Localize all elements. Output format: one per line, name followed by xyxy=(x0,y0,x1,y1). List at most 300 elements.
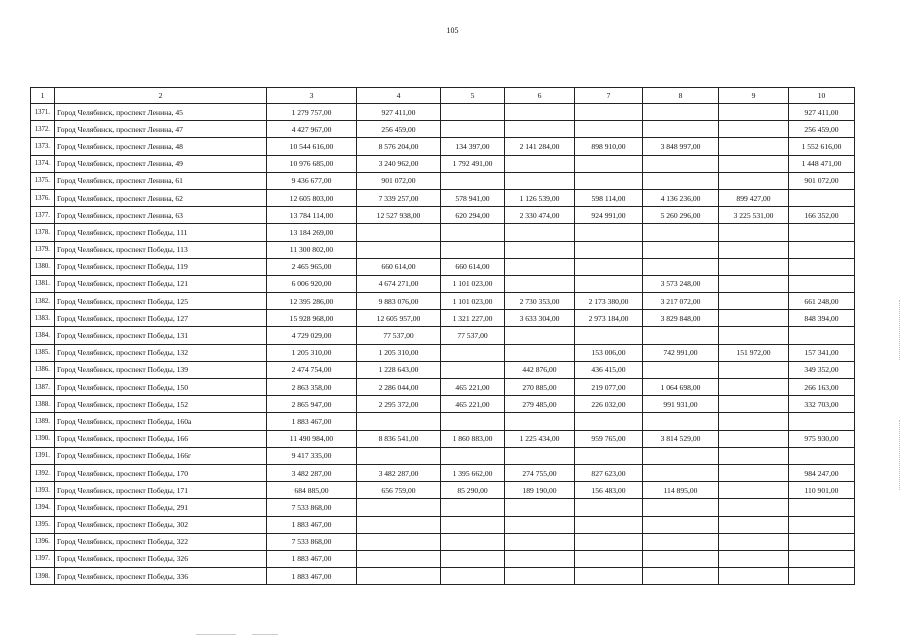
amount-cell: 2 173 380,00 xyxy=(575,293,643,310)
address-cell: Город Челябинск, проспект Победы, 336 xyxy=(55,568,267,585)
row-number-cell: 1391. xyxy=(31,447,55,464)
address-cell: Город Челябинск, проспект Ленина, 62 xyxy=(55,189,267,206)
amount-cell: 12 605 957,00 xyxy=(357,310,441,327)
amount-cell: 114 895,00 xyxy=(643,482,719,499)
column-header-5: 5 xyxy=(441,88,505,104)
amount-cell xyxy=(789,189,855,206)
row-number-cell: 1371. xyxy=(31,104,55,121)
amount-cell xyxy=(357,568,441,585)
table-row xyxy=(31,121,855,138)
amount-cell xyxy=(719,104,789,121)
address-cell: Город Челябинск, проспект Победы, 125 xyxy=(55,293,267,310)
amount-cell: 349 352,00 xyxy=(789,361,855,378)
amount-cell: 3 814 529,00 xyxy=(643,430,719,447)
amount-cell: 901 072,00 xyxy=(789,172,855,189)
row-number-cell: 1396. xyxy=(31,533,55,550)
table-row xyxy=(31,293,855,310)
amount-cell: 5 260 296,00 xyxy=(643,207,719,224)
table-row xyxy=(31,413,855,430)
amount-cell xyxy=(719,361,789,378)
table-row xyxy=(31,224,855,241)
table-row xyxy=(31,258,855,275)
amount-cell: 1 395 662,00 xyxy=(441,464,505,481)
amount-cell: 157 341,00 xyxy=(789,344,855,361)
address-cell: Город Челябинск, проспект Ленина, 63 xyxy=(55,207,267,224)
amount-cell xyxy=(643,361,719,378)
amount-cell: 12 395 286,00 xyxy=(267,293,357,310)
amount-cell xyxy=(575,516,643,533)
amount-cell: 7 533 868,00 xyxy=(267,533,357,550)
amount-cell xyxy=(357,499,441,516)
amount-cell: 660 614,00 xyxy=(357,258,441,275)
amount-cell xyxy=(357,550,441,567)
amount-cell xyxy=(719,533,789,550)
amount-cell xyxy=(357,447,441,464)
amount-cell: 166 352,00 xyxy=(789,207,855,224)
amount-cell: 274 755,00 xyxy=(505,464,575,481)
amount-cell xyxy=(643,172,719,189)
amount-cell: 8 836 541,00 xyxy=(357,430,441,447)
amount-cell: 2 730 353,00 xyxy=(505,293,575,310)
amount-cell: 3 829 848,00 xyxy=(643,310,719,327)
row-number-cell: 1376. xyxy=(31,189,55,206)
amount-cell: 1 883 467,00 xyxy=(267,568,357,585)
amount-cell xyxy=(719,241,789,258)
amount-cell xyxy=(643,258,719,275)
address-cell: Город Челябинск, проспект Победы, 132 xyxy=(55,344,267,361)
address-cell: Город Челябинск, проспект Ленина, 61 xyxy=(55,172,267,189)
amount-cell xyxy=(643,155,719,172)
table-row xyxy=(31,516,855,533)
row-number-cell: 1388. xyxy=(31,396,55,413)
column-header-6: 6 xyxy=(505,88,575,104)
address-cell: Город Челябинск, проспект Победы, 322 xyxy=(55,533,267,550)
amount-cell: 3 240 962,00 xyxy=(357,155,441,172)
row-number-cell: 1374. xyxy=(31,155,55,172)
column-header-3: 3 xyxy=(267,88,357,104)
table-row xyxy=(31,533,855,550)
amount-cell xyxy=(789,499,855,516)
amount-cell xyxy=(789,568,855,585)
amount-cell: 9 883 076,00 xyxy=(357,293,441,310)
amount-cell: 11 490 984,00 xyxy=(267,430,357,447)
amount-cell xyxy=(505,550,575,567)
row-number-cell: 1383. xyxy=(31,310,55,327)
amount-cell xyxy=(575,533,643,550)
amount-cell xyxy=(789,327,855,344)
amount-cell xyxy=(719,379,789,396)
amount-cell xyxy=(505,241,575,258)
table-row xyxy=(31,275,855,292)
amount-cell xyxy=(643,413,719,430)
address-cell: Город Челябинск, проспект Победы, 171 xyxy=(55,482,267,499)
amount-cell: 1 225 434,00 xyxy=(505,430,575,447)
address-cell: Город Челябинск, проспект Ленина, 48 xyxy=(55,138,267,155)
amount-cell xyxy=(441,344,505,361)
row-number-cell: 1382. xyxy=(31,293,55,310)
table-row xyxy=(31,310,855,327)
amount-cell: 620 294,00 xyxy=(441,207,505,224)
address-cell: Город Челябинск, проспект Победы, 127 xyxy=(55,310,267,327)
column-header-8: 8 xyxy=(643,88,719,104)
amount-cell: 10 544 616,00 xyxy=(267,138,357,155)
table-row xyxy=(31,482,855,499)
amount-cell: 11 300 802,00 xyxy=(267,241,357,258)
amount-cell: 3 217 072,00 xyxy=(643,293,719,310)
amount-cell: 984 247,00 xyxy=(789,464,855,481)
row-number-cell: 1394. xyxy=(31,499,55,516)
row-number-cell: 1398. xyxy=(31,568,55,585)
amount-cell xyxy=(505,275,575,292)
amount-cell: 1 448 471,00 xyxy=(789,155,855,172)
header-row xyxy=(31,88,855,104)
amount-cell xyxy=(575,258,643,275)
amount-cell: 1 279 757,00 xyxy=(267,104,357,121)
row-number-cell: 1375. xyxy=(31,172,55,189)
amount-cell: 2 330 474,00 xyxy=(505,207,575,224)
amount-cell xyxy=(643,327,719,344)
row-number-cell: 1381. xyxy=(31,275,55,292)
address-cell: Город Челябинск, проспект Победы, 160а xyxy=(55,413,267,430)
amount-cell xyxy=(575,121,643,138)
column-header-4: 4 xyxy=(357,88,441,104)
amount-cell: 442 876,00 xyxy=(505,361,575,378)
amount-cell: 13 184 269,00 xyxy=(267,224,357,241)
column-header-2: 2 xyxy=(55,88,267,104)
table-row xyxy=(31,396,855,413)
amount-cell: 189 190,00 xyxy=(505,482,575,499)
address-cell: Город Челябинск, проспект Победы, 302 xyxy=(55,516,267,533)
amount-cell: 7 533 868,00 xyxy=(267,499,357,516)
amount-cell: 85 290,00 xyxy=(441,482,505,499)
amount-cell xyxy=(643,104,719,121)
amount-cell: 12 527 938,00 xyxy=(357,207,441,224)
amount-cell xyxy=(505,172,575,189)
amount-cell: 4 729 029,00 xyxy=(267,327,357,344)
amount-cell: 1 552 616,00 xyxy=(789,138,855,155)
amount-cell: 578 941,00 xyxy=(441,189,505,206)
amount-cell: 1 883 467,00 xyxy=(267,550,357,567)
amount-cell: 3 482 287,00 xyxy=(357,464,441,481)
amount-cell xyxy=(575,104,643,121)
amount-cell xyxy=(505,258,575,275)
amount-cell: 156 483,00 xyxy=(575,482,643,499)
amount-cell: 279 485,00 xyxy=(505,396,575,413)
address-cell: Город Челябинск, проспект Победы, 119 xyxy=(55,258,267,275)
table-row xyxy=(31,241,855,258)
amount-cell: 3 633 304,00 xyxy=(505,310,575,327)
amount-cell xyxy=(719,275,789,292)
amount-cell: 1 101 023,00 xyxy=(441,275,505,292)
amount-cell xyxy=(505,499,575,516)
column-header-9: 9 xyxy=(719,88,789,104)
amount-cell xyxy=(789,241,855,258)
amount-cell: 1 860 883,00 xyxy=(441,430,505,447)
amount-cell xyxy=(719,413,789,430)
amount-cell xyxy=(505,344,575,361)
address-cell: Город Челябинск, проспект Победы, 152 xyxy=(55,396,267,413)
amount-cell: 8 576 204,00 xyxy=(357,138,441,155)
amount-cell: 266 163,00 xyxy=(789,379,855,396)
amount-cell xyxy=(441,104,505,121)
address-cell: Город Челябинск, проспект Победы, 139 xyxy=(55,361,267,378)
amount-cell: 3 848 997,00 xyxy=(643,138,719,155)
amount-cell: 898 910,00 xyxy=(575,138,643,155)
amount-cell: 270 885,00 xyxy=(505,379,575,396)
table-row xyxy=(31,430,855,447)
row-number-cell: 1387. xyxy=(31,379,55,396)
table-row xyxy=(31,568,855,585)
amount-cell xyxy=(719,155,789,172)
table-row xyxy=(31,172,855,189)
row-number-cell: 1395. xyxy=(31,516,55,533)
amount-cell xyxy=(441,447,505,464)
amount-cell xyxy=(505,568,575,585)
amount-cell: 598 114,00 xyxy=(575,189,643,206)
address-cell: Город Челябинск, проспект Победы, 166 xyxy=(55,430,267,447)
table-row xyxy=(31,189,855,206)
amount-cell xyxy=(441,568,505,585)
amount-cell xyxy=(719,327,789,344)
amount-cell xyxy=(575,172,643,189)
amount-cell: 12 605 803,00 xyxy=(267,189,357,206)
amount-cell xyxy=(441,516,505,533)
amount-cell xyxy=(719,172,789,189)
amount-cell xyxy=(441,533,505,550)
amount-cell: 9 417 335,00 xyxy=(267,447,357,464)
amount-cell: 151 972,00 xyxy=(719,344,789,361)
amount-cell xyxy=(575,275,643,292)
amount-cell xyxy=(719,310,789,327)
row-number-cell: 1377. xyxy=(31,207,55,224)
scan-artifact xyxy=(252,634,278,635)
amount-cell xyxy=(719,499,789,516)
amount-cell: 77 537,00 xyxy=(357,327,441,344)
address-cell: Город Челябинск, проспект Победы, 326 xyxy=(55,550,267,567)
table-row xyxy=(31,138,855,155)
address-cell: Город Челябинск, проспект Ленина, 47 xyxy=(55,121,267,138)
amount-cell xyxy=(719,293,789,310)
amount-cell: 991 931,00 xyxy=(643,396,719,413)
row-number-cell: 1386. xyxy=(31,361,55,378)
amount-cell xyxy=(357,413,441,430)
amount-cell xyxy=(505,516,575,533)
amount-cell: 1 205 310,00 xyxy=(267,344,357,361)
amount-cell xyxy=(357,533,441,550)
amount-cell xyxy=(719,396,789,413)
amount-cell xyxy=(789,550,855,567)
amount-cell xyxy=(719,224,789,241)
amount-cell: 332 703,00 xyxy=(789,396,855,413)
amount-cell xyxy=(789,413,855,430)
amount-cell: 2 465 965,00 xyxy=(267,258,357,275)
amount-cell xyxy=(719,550,789,567)
amount-cell: 436 415,00 xyxy=(575,361,643,378)
amount-cell xyxy=(719,482,789,499)
address-cell: Город Челябинск, проспект Победы, 166г xyxy=(55,447,267,464)
row-number-cell: 1392. xyxy=(31,464,55,481)
amount-cell: 742 991,00 xyxy=(643,344,719,361)
row-number-cell: 1384. xyxy=(31,327,55,344)
amount-cell xyxy=(441,172,505,189)
amount-cell: 660 614,00 xyxy=(441,258,505,275)
amount-cell xyxy=(441,361,505,378)
amount-cell: 2 863 358,00 xyxy=(267,379,357,396)
amount-cell xyxy=(643,568,719,585)
row-number-cell: 1389. xyxy=(31,413,55,430)
amount-cell: 1 883 467,00 xyxy=(267,516,357,533)
address-cell: Город Челябинск, проспект Победы, 170 xyxy=(55,464,267,481)
amount-cell xyxy=(643,121,719,138)
amount-cell: 2 286 044,00 xyxy=(357,379,441,396)
amount-cell xyxy=(505,413,575,430)
amount-cell xyxy=(719,447,789,464)
amount-cell: 6 006 920,00 xyxy=(267,275,357,292)
amount-cell xyxy=(441,224,505,241)
amount-cell xyxy=(441,121,505,138)
amount-cell xyxy=(789,533,855,550)
amount-cell: 1 883 467,00 xyxy=(267,413,357,430)
table-row xyxy=(31,104,855,121)
address-cell: Город Челябинск, проспект Победы, 111 xyxy=(55,224,267,241)
amount-cell xyxy=(643,224,719,241)
amount-cell xyxy=(575,568,643,585)
amount-cell xyxy=(505,447,575,464)
amount-cell: 15 928 968,00 xyxy=(267,310,357,327)
amount-cell: 1 064 698,00 xyxy=(643,379,719,396)
table-row xyxy=(31,327,855,344)
table-row xyxy=(31,344,855,361)
amount-cell xyxy=(575,499,643,516)
amount-cell: 2 865 947,00 xyxy=(267,396,357,413)
amount-cell: 1 101 023,00 xyxy=(441,293,505,310)
amount-cell: 1 205 310,00 xyxy=(357,344,441,361)
amount-cell: 256 459,00 xyxy=(357,121,441,138)
amount-cell: 927 411,00 xyxy=(789,104,855,121)
amount-cell xyxy=(789,516,855,533)
row-number-cell: 1397. xyxy=(31,550,55,567)
column-header-1: 1 xyxy=(31,88,55,104)
column-header-10: 10 xyxy=(789,88,855,104)
address-cell: Город Челябинск, проспект Ленина, 49 xyxy=(55,155,267,172)
amount-cell: 4 427 967,00 xyxy=(267,121,357,138)
amount-cell xyxy=(719,516,789,533)
row-number-cell: 1385. xyxy=(31,344,55,361)
row-number-cell: 1372. xyxy=(31,121,55,138)
amount-cell xyxy=(643,516,719,533)
amount-cell xyxy=(575,224,643,241)
scan-margin-mark xyxy=(899,420,901,490)
amount-cell xyxy=(505,327,575,344)
amount-cell: 827 623,00 xyxy=(575,464,643,481)
amount-cell: 4 136 236,00 xyxy=(643,189,719,206)
amount-cell: 1 792 491,00 xyxy=(441,155,505,172)
amount-cell xyxy=(719,568,789,585)
amount-cell xyxy=(719,464,789,481)
amount-cell xyxy=(643,533,719,550)
amount-cell xyxy=(643,550,719,567)
row-number-cell: 1379. xyxy=(31,241,55,258)
amount-cell: 656 759,00 xyxy=(357,482,441,499)
amount-cell: 959 765,00 xyxy=(575,430,643,447)
amount-cell xyxy=(575,413,643,430)
amount-cell: 927 411,00 xyxy=(357,104,441,121)
amount-cell: 1 126 539,00 xyxy=(505,189,575,206)
amount-cell xyxy=(575,155,643,172)
amount-cell: 9 436 677,00 xyxy=(267,172,357,189)
row-number-cell: 1380. xyxy=(31,258,55,275)
column-header-7: 7 xyxy=(575,88,643,104)
page-number: 105 xyxy=(446,26,459,35)
amount-cell: 13 784 114,00 xyxy=(267,207,357,224)
amount-cell: 848 394,00 xyxy=(789,310,855,327)
table-row xyxy=(31,361,855,378)
address-cell: Город Челябинск, проспект Победы, 113 xyxy=(55,241,267,258)
address-cell: Город Челябинск, проспект Победы, 131 xyxy=(55,327,267,344)
amount-cell: 2 295 372,00 xyxy=(357,396,441,413)
table-body xyxy=(31,104,855,585)
amount-cell: 10 976 685,00 xyxy=(267,155,357,172)
amount-cell xyxy=(719,121,789,138)
amount-cell: 465 221,00 xyxy=(441,396,505,413)
amount-cell xyxy=(505,224,575,241)
amount-cell xyxy=(505,104,575,121)
amount-cell xyxy=(357,516,441,533)
amount-cell xyxy=(789,447,855,464)
amount-cell: 2 973 184,00 xyxy=(575,310,643,327)
amount-cell: 256 459,00 xyxy=(789,121,855,138)
amount-cell xyxy=(789,224,855,241)
amount-cell xyxy=(441,499,505,516)
amount-cell: 2 141 284,00 xyxy=(505,138,575,155)
amount-cell xyxy=(357,224,441,241)
amount-cell: 2 474 754,00 xyxy=(267,361,357,378)
amount-cell: 110 901,00 xyxy=(789,482,855,499)
amount-cell: 134 397,00 xyxy=(441,138,505,155)
amount-cell xyxy=(505,121,575,138)
table-row xyxy=(31,155,855,172)
amount-cell xyxy=(441,241,505,258)
amount-cell: 4 674 271,00 xyxy=(357,275,441,292)
address-cell: Город Челябинск, проспект Победы, 291 xyxy=(55,499,267,516)
table-row xyxy=(31,447,855,464)
amount-cell: 975 930,00 xyxy=(789,430,855,447)
amount-cell xyxy=(719,258,789,275)
amount-cell xyxy=(643,447,719,464)
amount-cell: 3 225 531,00 xyxy=(719,207,789,224)
amount-cell xyxy=(789,275,855,292)
amount-cell xyxy=(575,447,643,464)
amount-cell: 924 991,00 xyxy=(575,207,643,224)
amount-cell xyxy=(575,550,643,567)
address-cell: Город Челябинск, проспект Победы, 150 xyxy=(55,379,267,396)
amount-cell xyxy=(505,155,575,172)
amount-cell: 153 006,00 xyxy=(575,344,643,361)
amount-cell: 1 228 643,00 xyxy=(357,361,441,378)
amount-cell xyxy=(719,430,789,447)
amount-cell xyxy=(643,464,719,481)
amount-cell: 219 077,00 xyxy=(575,379,643,396)
scan-artifact xyxy=(196,634,236,635)
amount-cell xyxy=(789,258,855,275)
amount-cell xyxy=(441,550,505,567)
address-cell: Город Челябинск, проспект Ленина, 45 xyxy=(55,104,267,121)
amount-cell: 226 032,00 xyxy=(575,396,643,413)
amount-cell: 465 221,00 xyxy=(441,379,505,396)
amount-cell: 77 537,00 xyxy=(441,327,505,344)
amount-cell xyxy=(643,241,719,258)
amount-cell xyxy=(575,327,643,344)
